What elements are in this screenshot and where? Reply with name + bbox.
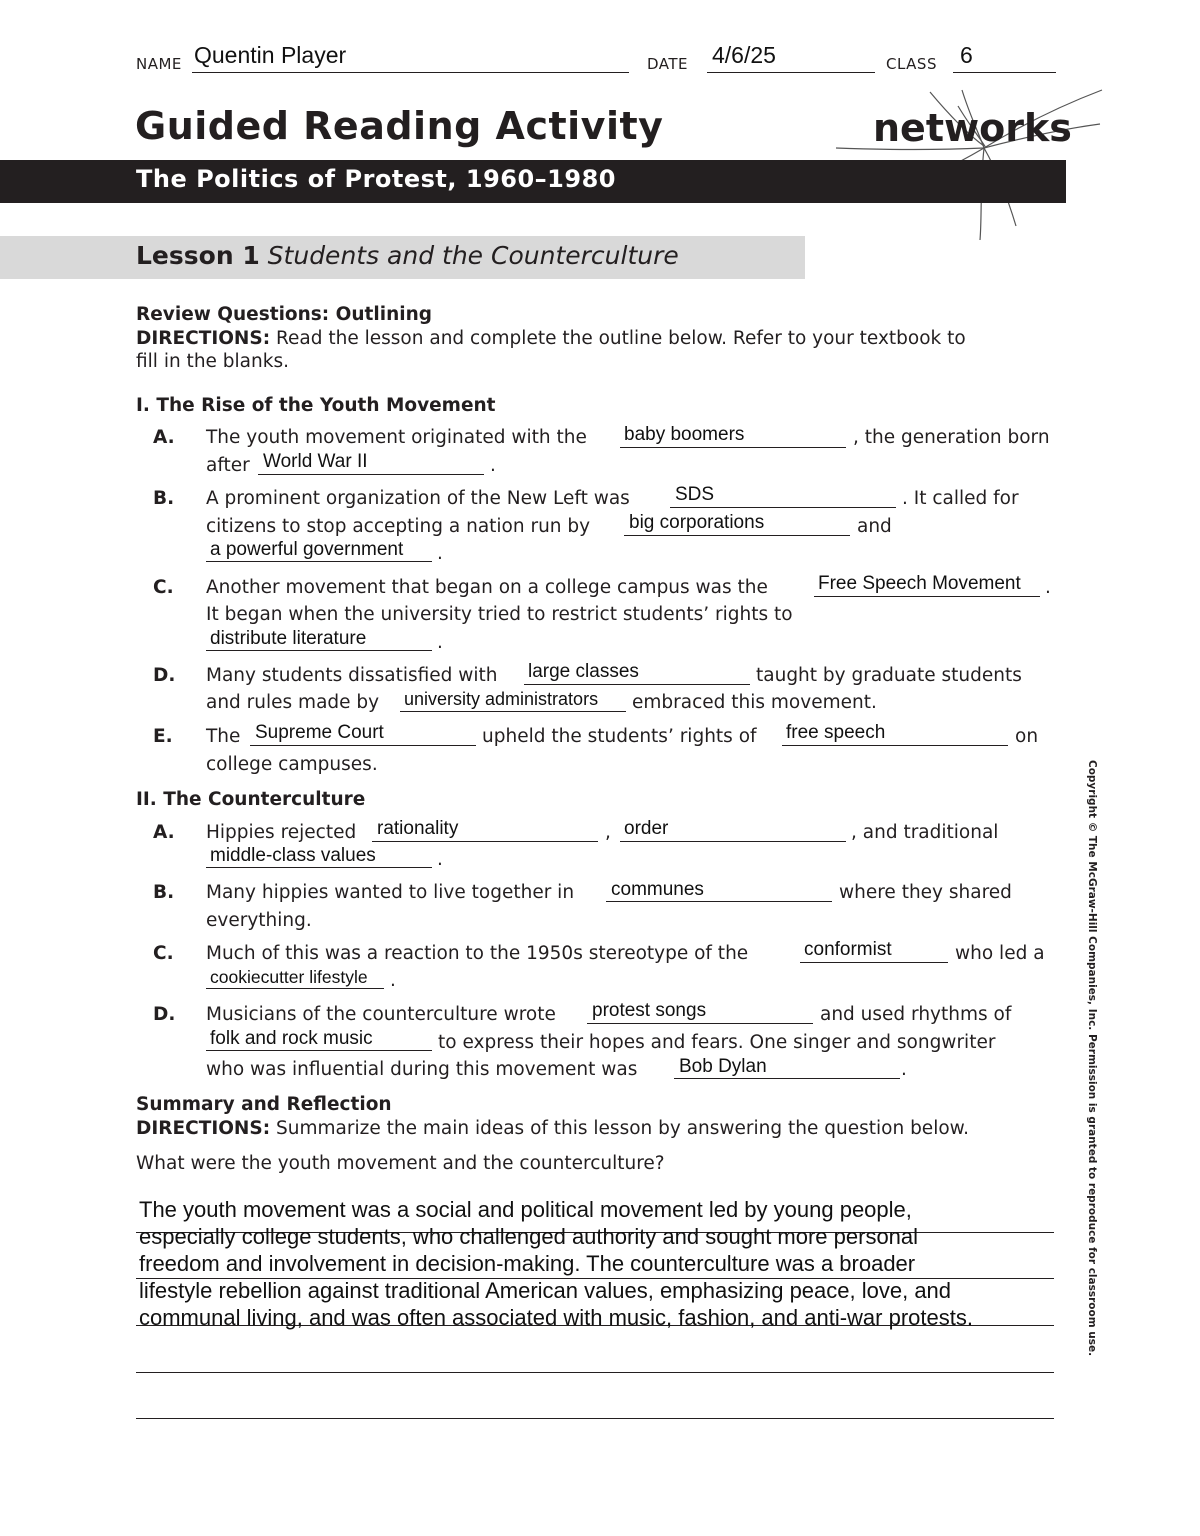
- answer-field[interactable]: order: [624, 818, 669, 839]
- item-text: where they shared: [839, 882, 1012, 903]
- summary-question: What were the youth movement and the counterculture?: [136, 1153, 665, 1174]
- answer-field[interactable]: middle-class values: [210, 845, 376, 866]
- answer-field[interactable]: cookiecutter lifestyle: [210, 967, 368, 987]
- answer-field[interactable]: distribute literature: [210, 628, 367, 649]
- answer-underline: [606, 901, 832, 902]
- answer-field[interactable]: protest songs: [592, 1000, 707, 1021]
- answer-line: [136, 1418, 1054, 1419]
- item-text: on: [1015, 726, 1039, 747]
- item-text: Many hippies wanted to live together in: [206, 882, 575, 903]
- class-field[interactable]: 6: [960, 42, 973, 68]
- answer-underline: [814, 596, 1040, 597]
- item-letter: C.: [153, 943, 174, 964]
- review-directions: [136, 328, 966, 349]
- answer-underline: [372, 841, 598, 842]
- answer-field[interactable]: large classes: [528, 661, 639, 682]
- answer-field[interactable]: Bob Dylan: [679, 1056, 767, 1077]
- item-text: .: [490, 455, 496, 476]
- answer-field[interactable]: folk and rock music: [210, 1028, 373, 1049]
- item-text: .: [437, 632, 443, 653]
- copyright-notice: Copyright © The McGraw-Hill Companies, Inc. Permission is granted to reproduce for classroom use.: [1086, 760, 1098, 1357]
- directions-text-2: fill in the blanks.: [136, 351, 289, 372]
- answer-field[interactable]: communes: [611, 879, 704, 900]
- item-text: Another movement that began on a college campus was the: [206, 577, 768, 598]
- item-text: everything.: [206, 910, 312, 931]
- item-text: .: [1045, 577, 1051, 598]
- answer-underline: [800, 962, 948, 963]
- page-title: Guided Reading Activity: [135, 104, 664, 148]
- answer-text-line-4[interactable]: lifestyle rebellion against traditional American values, emphasizing peace, love, and: [139, 1278, 952, 1303]
- item-text: who was influential during this movement was: [206, 1059, 638, 1080]
- answer-underline: [206, 650, 432, 651]
- summary-heading: Summary and Reflection: [136, 1094, 392, 1115]
- networks-logo: networks: [873, 106, 1072, 150]
- item-letter: B.: [153, 488, 175, 509]
- section-2-title: II. The Counterculture: [136, 789, 366, 810]
- directions-text: Summarize the main ideas of this lesson by answering the question below.: [276, 1118, 969, 1139]
- answer-underline: [620, 447, 846, 448]
- answer-underline: [524, 684, 750, 685]
- answer-text-line-2[interactable]: especially college students, who challenged authority and sought more personal: [139, 1224, 919, 1249]
- class-underline: [953, 72, 1056, 73]
- item-letter: A.: [153, 427, 175, 448]
- class-label: CLASS: [886, 55, 937, 73]
- name-label: NAME: [136, 55, 182, 73]
- answer-text-line-3[interactable]: freedom and involvement in decision-making. The counterculture was a broader: [139, 1251, 916, 1276]
- answer-field[interactable]: a powerful government: [210, 539, 404, 560]
- answer-field[interactable]: big corporations: [629, 512, 765, 533]
- item-text: citizens to stop accepting a nation run by: [206, 516, 591, 537]
- unit-title: The Politics of Protest, 1960–1980: [136, 165, 616, 193]
- review-heading: Review Questions: Outlining: [136, 304, 432, 325]
- answer-field[interactable]: university administrators: [404, 689, 599, 709]
- item-text: embraced this movement.: [632, 692, 877, 713]
- directions-text-1: Read the lesson and complete the outline below. Refer to your textbook to: [276, 328, 966, 349]
- item-text: . It called for: [902, 488, 1019, 509]
- answer-underline: [624, 535, 850, 536]
- answer-field[interactable]: Supreme Court: [255, 722, 384, 743]
- answer-underline: [674, 1078, 900, 1079]
- answer-underline: [258, 474, 484, 475]
- item-text: college campuses.: [206, 754, 378, 775]
- lesson-heading: [136, 241, 679, 270]
- answer-field[interactable]: SDS: [675, 484, 715, 505]
- item-text: upheld the students’ rights of: [482, 726, 757, 747]
- item-text: Many students dissatisfied with: [206, 665, 498, 686]
- lesson-number: Lesson 1: [136, 241, 260, 270]
- item-letter: D.: [153, 665, 176, 686]
- answer-field[interactable]: rationality: [377, 818, 459, 839]
- date-label: DATE: [647, 55, 689, 73]
- item-text: to express their hopes and fears. One singer and songwriter: [438, 1032, 996, 1053]
- directions-label: DIRECTIONS:: [136, 328, 271, 349]
- item-text: after: [206, 455, 250, 476]
- item-text: and used rhythms of: [820, 1004, 1012, 1025]
- item-text: Hippies rejected: [206, 822, 357, 843]
- date-field[interactable]: 4/6/25: [712, 42, 776, 68]
- answer-underline: [206, 1050, 432, 1051]
- item-text: .: [901, 1059, 907, 1080]
- item-text: The youth movement originated with the: [206, 427, 587, 448]
- item-text: and rules made by: [206, 692, 380, 713]
- answer-field[interactable]: World War II: [263, 451, 368, 472]
- item-text: Musicians of the counterculture wrote: [206, 1004, 556, 1025]
- answer-text-line-1[interactable]: The youth movement was a social and political movement led by young people,: [139, 1197, 912, 1222]
- name-underline: [192, 72, 629, 73]
- answer-underline: [670, 507, 896, 508]
- item-letter: C.: [153, 577, 174, 598]
- answer-underline: [620, 841, 846, 842]
- item-letter: E.: [153, 726, 173, 747]
- answer-underline: [206, 867, 432, 868]
- item-letter: B.: [153, 882, 175, 903]
- directions-label: DIRECTIONS:: [136, 1118, 271, 1139]
- answer-field[interactable]: free speech: [786, 722, 886, 743]
- item-text: ,: [605, 822, 611, 843]
- answer-field[interactable]: conformist: [804, 939, 892, 960]
- item-letter: D.: [153, 1004, 176, 1025]
- answer-underline: [587, 1023, 813, 1024]
- item-text: and: [857, 516, 892, 537]
- item-text: Much of this was a reaction to the 1950s stereotype of the: [206, 943, 749, 964]
- summary-directions: [136, 1118, 969, 1139]
- item-text: .: [437, 543, 443, 564]
- item-text: .: [437, 849, 443, 870]
- answer-field[interactable]: Free Speech Movement: [818, 573, 1021, 594]
- answer-underline: [782, 745, 1008, 746]
- answer-field[interactable]: baby boomers: [624, 424, 745, 445]
- item-text: A prominent organization of the New Left was: [206, 488, 630, 509]
- name-field[interactable]: Quentin Player: [194, 42, 347, 68]
- item-text: , the generation born: [853, 427, 1050, 448]
- date-underline: [707, 72, 875, 73]
- item-text: , and traditional: [851, 822, 999, 843]
- answer-underline: [206, 561, 432, 562]
- answer-underline: [250, 745, 476, 746]
- item-text: .: [390, 970, 396, 991]
- answer-underline: [206, 988, 384, 989]
- lesson-title: Students and the Counterculture: [267, 241, 679, 270]
- item-text: It began when the university tried to restrict students’ rights to: [206, 604, 793, 625]
- item-text: who led a: [955, 943, 1045, 964]
- item-text: taught by graduate students: [756, 665, 1022, 686]
- section-1-title: I. The Rise of the Youth Movement: [136, 395, 496, 416]
- answer-text-line-5[interactable]: communal living, and was often associated with music, fashion, and anti-war protests.: [139, 1305, 973, 1330]
- item-letter: A.: [153, 822, 175, 843]
- answer-underline: [400, 711, 626, 712]
- item-text: The: [206, 726, 241, 747]
- answer-line: [136, 1372, 1054, 1373]
